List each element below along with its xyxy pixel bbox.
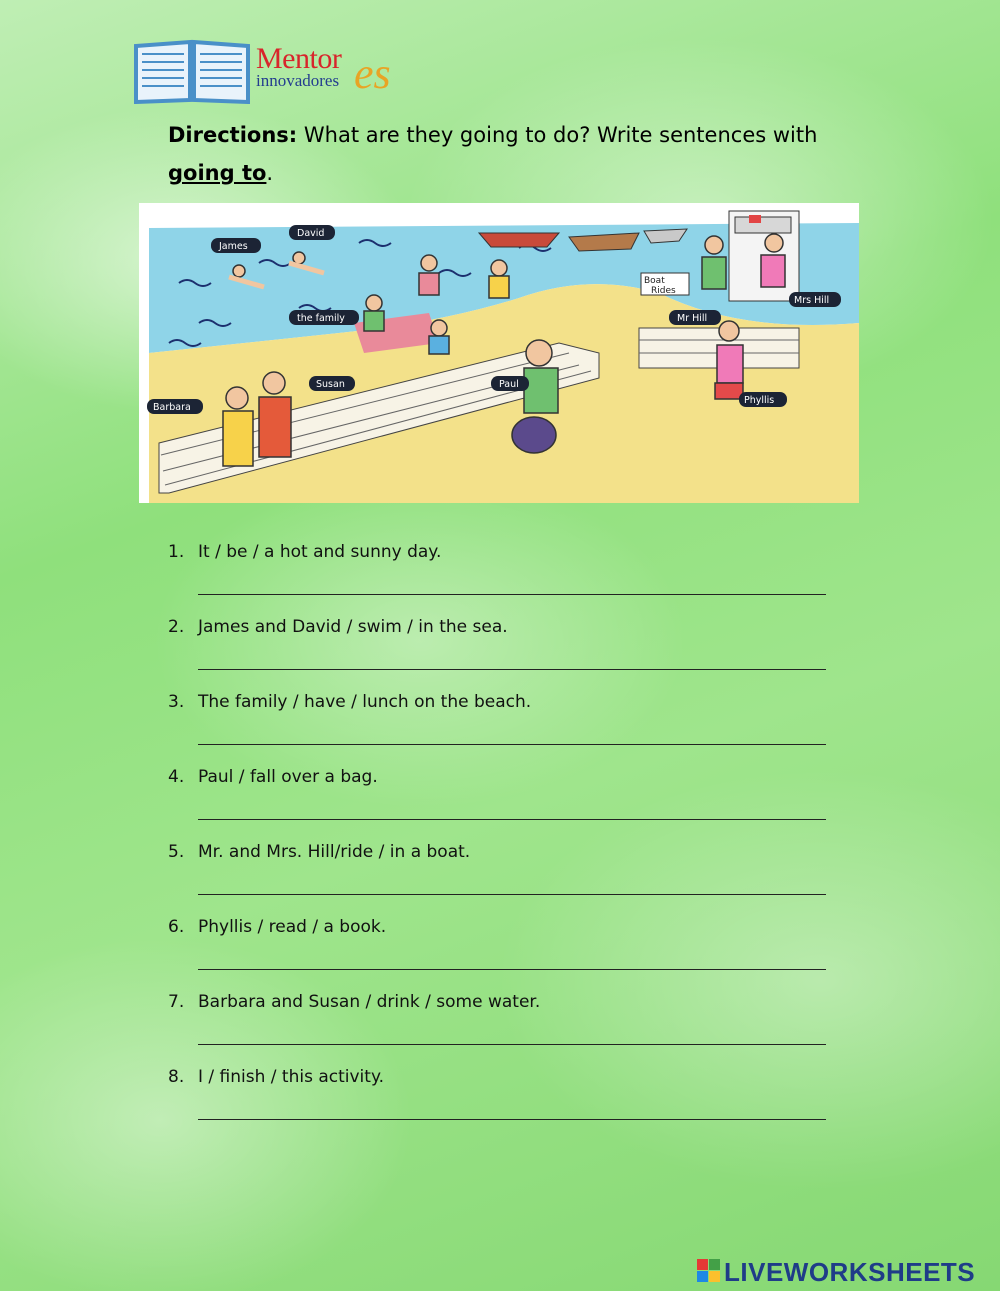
exercise-item (168, 763, 848, 838)
open-book-icon (132, 38, 252, 104)
label-david: David (297, 228, 325, 239)
label-paul: Paul (499, 379, 519, 390)
answer-line (198, 1044, 826, 1045)
answer-line (198, 1119, 826, 1120)
label-barbara: Barbara (153, 402, 191, 413)
mentores-logo (132, 38, 397, 106)
liveworksheets-label: LIVEWORKSHEETS (724, 1257, 976, 1287)
label-james: James (219, 241, 248, 252)
exercise-number: 5. (168, 842, 185, 862)
answer-input[interactable] (198, 1089, 830, 1117)
answer-line (198, 969, 826, 970)
exercise-prompt: It / be / a hot and sunny day. (198, 542, 442, 562)
answer-input[interactable] (198, 564, 830, 592)
answer-input[interactable] (198, 864, 830, 892)
answer-line (198, 594, 826, 595)
exercise-item (168, 1063, 848, 1138)
label-family: the family (297, 313, 345, 324)
label-susan: Susan (316, 379, 345, 390)
answer-input[interactable] (198, 789, 830, 817)
beach-scene-illustration (139, 203, 859, 503)
exercise-item (168, 688, 848, 763)
directions-text: What are they going to do? Write sentences with (297, 123, 818, 147)
exercise-item (168, 538, 848, 613)
exercise-number: 4. (168, 767, 185, 787)
exercise-item (168, 988, 848, 1063)
directions (168, 116, 868, 192)
exercise-number: 7. (168, 992, 185, 1012)
answer-input[interactable] (198, 714, 830, 742)
exercise-item (168, 613, 848, 688)
answer-input[interactable] (198, 639, 830, 667)
directions-emphasis: going to (168, 161, 267, 185)
logo-brand-main: Mentor (256, 42, 342, 75)
exercise-prompt: I / finish / this activity. (198, 1067, 384, 1087)
logo-brand-e: es (354, 49, 391, 98)
exercise-prompt: Phyllis / read / a book. (198, 917, 387, 937)
liveworksheets-cube-icon (697, 1259, 721, 1283)
label-phyllis: Phyllis (744, 395, 775, 406)
exercise-number: 2. (168, 617, 185, 637)
label-mr-hill: Mr Hill (677, 313, 708, 324)
exercise-list (168, 538, 848, 1138)
label-mrs-hill: Mrs Hill (794, 295, 830, 306)
answer-line (198, 744, 826, 745)
directions-label: Directions: (168, 123, 298, 147)
exercise-number: 1. (168, 542, 185, 562)
exercise-number: 3. (168, 692, 185, 712)
directions-period: . (266, 161, 274, 185)
exercise-prompt: James and David / swim / in the sea. (198, 617, 508, 637)
exercise-prompt: Barbara and Susan / drink / some water. (198, 992, 541, 1012)
label-boat-rides-1: Boat (644, 276, 665, 286)
exercise-prompt: Mr. and Mrs. Hill/ride / in a boat. (198, 842, 471, 862)
exercise-item (168, 913, 848, 988)
exercise-item (168, 838, 848, 913)
answer-input[interactable] (198, 939, 830, 967)
exercise-prompt: Paul / fall over a bag. (198, 767, 378, 787)
answer-input[interactable] (198, 1014, 830, 1042)
label-boat-rides-2: Rides (651, 286, 676, 296)
exercise-number: 6. (168, 917, 185, 937)
logo-wordmark (256, 42, 391, 98)
logo-brand-sub: innovadores (256, 71, 340, 90)
answer-line (198, 669, 826, 670)
exercise-number: 8. (168, 1067, 185, 1087)
answer-line (198, 894, 826, 895)
answer-line (198, 819, 826, 820)
exercise-prompt: The family / have / lunch on the beach. (198, 692, 532, 712)
